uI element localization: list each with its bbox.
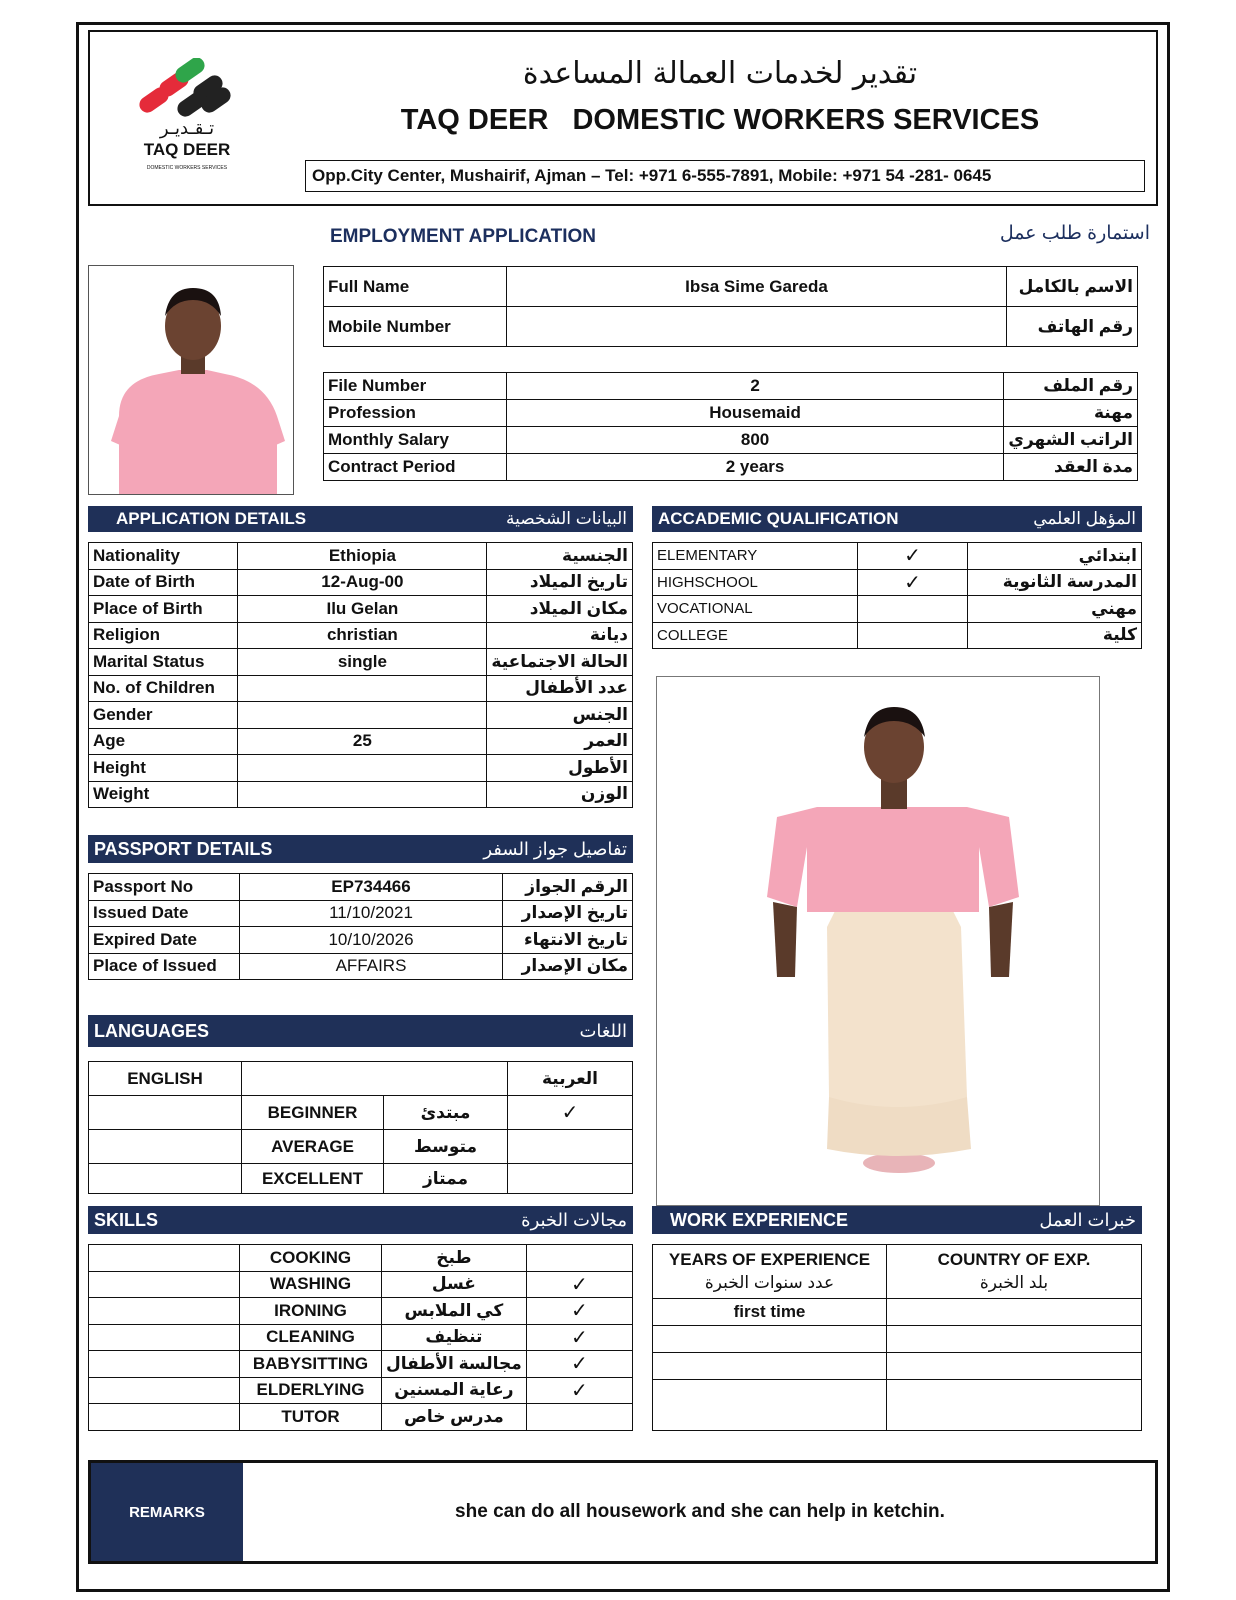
detail-label-arabic: عدد الأطفال <box>487 675 633 702</box>
applicant-photo-full <box>656 676 1100 1206</box>
detail-label-arabic: مكان الميلاد <box>487 596 633 623</box>
passport-value: EP734466 <box>240 874 503 901</box>
experience-years <box>653 1380 887 1431</box>
empty-cell <box>89 1298 240 1325</box>
passport-title-arabic: تفاصيل جواز السفر <box>483 838 627 859</box>
file-number-value: 2 <box>506 373 1004 400</box>
brand-name: TAQ DEER <box>400 104 549 136</box>
table-row <box>89 1271 633 1298</box>
experience-country <box>887 1353 1142 1380</box>
profession-label: Profession <box>324 400 507 427</box>
skill-label: COOKING <box>240 1245 382 1272</box>
passport-label-arabic: الرقم الجواز <box>503 874 633 901</box>
level-average: AVERAGE <box>242 1130 384 1164</box>
table-row <box>89 874 633 901</box>
work-experience-table <box>652 1244 1142 1431</box>
skill-check: ✓ <box>526 1377 632 1404</box>
application-details-title: APPLICATION DETAILS <box>116 509 307 528</box>
detail-label-arabic: الجنس <box>487 702 633 729</box>
contract-period-label: Contract Period <box>324 454 507 481</box>
table-row <box>324 400 1138 427</box>
passport-label-arabic: مكان الإصدار <box>503 953 633 980</box>
skill-check: ✓ <box>526 1324 632 1351</box>
years-of-experience-label-arabic: عدد سنوات الخبرة <box>704 1272 835 1292</box>
table-row <box>653 1245 1142 1299</box>
experience-country <box>887 1299 1142 1326</box>
application-details-header <box>88 506 633 532</box>
passport-label-arabic: تاريخ الإصدار <box>503 900 633 927</box>
detail-value: christian <box>238 622 487 649</box>
company-title <box>395 104 1045 137</box>
table-row <box>653 1326 1142 1353</box>
table-row <box>89 649 633 676</box>
table-row <box>89 927 633 954</box>
arabic-beginner-check: ✓ <box>508 1096 633 1130</box>
full-name-label: Full Name <box>324 267 507 307</box>
passport-label: Issued Date <box>89 900 240 927</box>
table-row <box>324 373 1138 400</box>
qualification-label-arabic: كلية <box>968 622 1142 649</box>
form-title: EMPLOYMENT APPLICATION <box>330 226 596 247</box>
profession-label-arabic: مهنة <box>1004 400 1138 427</box>
application-details-table <box>88 542 633 808</box>
qualification-label-arabic: ابتدائي <box>968 543 1142 570</box>
remarks-label: REMARKS <box>91 1463 243 1561</box>
salary-label: Monthly Salary <box>324 427 507 454</box>
level-average-arabic: متوسط <box>384 1130 508 1164</box>
arabic-label: العربية <box>508 1062 633 1096</box>
table-row <box>653 543 1142 570</box>
skill-check: ✓ <box>526 1271 632 1298</box>
detail-label-arabic: الجنسية <box>487 543 633 570</box>
detail-value <box>238 755 487 782</box>
academic-title: ACCADEMIC QUALIFICATION <box>658 509 899 528</box>
full-name-label-arabic: الاسم بالكامل <box>1007 267 1138 307</box>
detail-label: Height <box>89 755 238 782</box>
empty-cell <box>89 1404 240 1431</box>
detail-label-arabic: الوزن <box>487 781 633 808</box>
arabic-excellent-check <box>508 1164 633 1194</box>
skill-label: WASHING <box>240 1271 382 1298</box>
table-row <box>89 1324 633 1351</box>
level-excellent: EXCELLENT <box>242 1164 384 1194</box>
detail-label: Date of Birth <box>89 569 238 596</box>
table-row <box>89 1245 633 1272</box>
skill-check <box>526 1245 632 1272</box>
qualification-label: ELEMENTARY <box>653 543 858 570</box>
qualification-label: COLLEGE <box>653 622 858 649</box>
academic-title-arabic: المؤهل العلمي <box>1033 509 1136 528</box>
qualification-label-arabic: المدرسة الثانوية <box>968 569 1142 596</box>
empty-cell <box>384 1062 508 1096</box>
table-row <box>324 427 1138 454</box>
contract-period-label-arabic: مدة العقد <box>1004 454 1138 481</box>
table-row <box>324 454 1138 481</box>
level-beginner: BEGINNER <box>242 1096 384 1130</box>
detail-value: Ethiopia <box>238 543 487 570</box>
file-number-label: File Number <box>324 373 507 400</box>
qualification-check <box>858 622 968 649</box>
table-row <box>89 900 633 927</box>
country-of-experience-label-arabic: بلد الخبرة <box>979 1272 1049 1292</box>
empty-cell <box>242 1062 384 1096</box>
skill-label-arabic: كي الملابس <box>382 1298 527 1325</box>
detail-label: Weight <box>89 781 238 808</box>
passport-label: Place of Issued <box>89 953 240 980</box>
application-details-title-arabic: البيانات الشخصية <box>505 509 627 528</box>
country-of-experience-label: COUNTRY OF EXP. <box>937 1250 1091 1270</box>
qualification-check <box>858 596 968 623</box>
skill-label-arabic: طبخ <box>382 1245 527 1272</box>
years-of-experience-header <box>653 1245 887 1299</box>
detail-label-arabic: الحالة الاجتماعية <box>487 649 633 676</box>
skill-label: IRONING <box>240 1298 382 1325</box>
years-of-experience-label: YEARS OF EXPERIENCE <box>668 1250 871 1270</box>
work-experience-title-arabic: خبرات العمل <box>1039 1209 1136 1230</box>
skills-title-arabic: مجالات الخبرة <box>521 1209 627 1230</box>
applicant-photo-portrait <box>88 265 294 495</box>
empty-cell <box>89 1271 240 1298</box>
empty-cell <box>89 1351 240 1378</box>
table-row <box>89 728 633 755</box>
table-row <box>89 1096 633 1130</box>
arabic-average-check <box>508 1130 633 1164</box>
passport-label: Expired Date <box>89 927 240 954</box>
table-row <box>89 781 633 808</box>
qualification-label-arabic: مهني <box>968 596 1142 623</box>
table-row <box>89 569 633 596</box>
passport-value: 11/10/2021 <box>240 900 503 927</box>
skill-label-arabic: تنظيف <box>382 1324 527 1351</box>
salary-label-arabic: الراتب الشهري <box>1004 427 1138 454</box>
level-beginner-arabic: مبتدئ <box>384 1096 508 1130</box>
qualification-label: VOCATIONAL <box>653 596 858 623</box>
skill-label: ELDERLYING <box>240 1377 382 1404</box>
skill-label: CLEANING <box>240 1324 382 1351</box>
languages-title-arabic: اللغات <box>579 1020 627 1041</box>
salary-value: 800 <box>506 427 1004 454</box>
passport-value: AFFAIRS <box>240 953 503 980</box>
table-row <box>324 307 1138 347</box>
table-row <box>89 543 633 570</box>
passport-table <box>88 873 633 980</box>
table-row <box>89 1351 633 1378</box>
experience-country <box>887 1326 1142 1353</box>
languages-table <box>88 1061 633 1194</box>
mobile-value <box>507 307 1007 347</box>
english-label: ENGLISH <box>89 1062 242 1096</box>
detail-value <box>238 675 487 702</box>
skills-table <box>88 1244 633 1431</box>
table-row <box>89 622 633 649</box>
table-row <box>324 267 1138 307</box>
detail-label: No. of Children <box>89 675 238 702</box>
work-experience-header <box>652 1206 1142 1234</box>
skill-check: ✓ <box>526 1351 632 1378</box>
work-experience-title: WORK EXPERIENCE <box>670 1209 849 1230</box>
detail-label: Marital Status <box>89 649 238 676</box>
skills-header <box>88 1206 633 1234</box>
mobile-label-arabic: رقم الهاتف <box>1007 307 1138 347</box>
skill-check: ✓ <box>526 1298 632 1325</box>
remarks-text: she can do all housework and she can help in ketchin. <box>455 1501 945 1522</box>
country-of-experience-header <box>887 1245 1142 1299</box>
table-row <box>653 569 1142 596</box>
detail-label-arabic: تاريخ الميلاد <box>487 569 633 596</box>
level-excellent-arabic: ممتاز <box>384 1164 508 1194</box>
logo-arabic: تـقـديـر <box>159 118 215 138</box>
table-row <box>89 953 633 980</box>
empty-cell <box>89 1324 240 1351</box>
table-row <box>653 1353 1142 1380</box>
detail-label: Gender <box>89 702 238 729</box>
full-name-value: Ibsa Sime Gareda <box>507 267 1007 307</box>
experience-years <box>653 1326 887 1353</box>
table-row <box>89 1164 633 1194</box>
table-row <box>89 596 633 623</box>
languages-header <box>88 1015 633 1047</box>
company-address: Opp.City Center, Mushairif, Ajman – Tel: +971 6-555-7891, Mobile: +971 54 -281- 0645 <box>305 160 1145 192</box>
profession-value: Housemaid <box>506 400 1004 427</box>
passport-label-arabic: تاريخ الانتهاء <box>503 927 633 954</box>
table-row <box>89 755 633 782</box>
table-row <box>653 622 1142 649</box>
table-row <box>653 1299 1142 1326</box>
experience-years <box>653 1353 887 1380</box>
form-title-arabic: استمارة طلب عمل <box>999 223 1150 244</box>
academic-header <box>652 506 1142 532</box>
detail-label: Place of Birth <box>89 596 238 623</box>
skill-label-arabic: مدرس خاص <box>382 1404 527 1431</box>
experience-country <box>887 1380 1142 1431</box>
detail-value: single <box>238 649 487 676</box>
table-row <box>653 596 1142 623</box>
passport-value: 10/10/2026 <box>240 927 503 954</box>
detail-value <box>238 702 487 729</box>
detail-label: Age <box>89 728 238 755</box>
company-logo <box>128 58 248 184</box>
table-row <box>89 1404 633 1431</box>
skill-label-arabic: مجالسة الأطفال <box>382 1351 527 1378</box>
table-row <box>89 1130 633 1164</box>
company-arabic-title: تقدير لخدمات العمالة المساعدة <box>522 56 918 91</box>
logo-subtext: DOMESTIC WORKERS SERVICES <box>146 165 228 171</box>
table-row <box>89 702 633 729</box>
personal-info-table <box>323 266 1138 347</box>
table-row <box>89 1062 633 1096</box>
empty-cell <box>89 1377 240 1404</box>
languages-title: LANGUAGES <box>94 1020 210 1041</box>
detail-label-arabic: الأطول <box>487 755 633 782</box>
passport-label: Passport No <box>89 874 240 901</box>
skill-label-arabic: غسل <box>382 1271 527 1298</box>
table-row <box>89 675 633 702</box>
file-number-label-arabic: رقم الملف <box>1004 373 1138 400</box>
empty-cell <box>89 1164 242 1194</box>
skills-title: SKILLS <box>94 1209 159 1230</box>
contract-period-value: 2 years <box>506 454 1004 481</box>
academic-table <box>652 542 1142 649</box>
table-row <box>89 1377 633 1404</box>
skill-label-arabic: رعاية المسنين <box>382 1377 527 1404</box>
detail-label: Religion <box>89 622 238 649</box>
detail-label: Nationality <box>89 543 238 570</box>
detail-label-arabic: ديانة <box>487 622 633 649</box>
experience-years: first time <box>653 1299 887 1326</box>
brand-subtitle: DOMESTIC WORKERS SERVICES <box>572 104 1040 136</box>
detail-label-arabic: العمر <box>487 728 633 755</box>
skill-label: TUTOR <box>240 1404 382 1431</box>
qualification-label: HIGHSCHOOL <box>653 569 858 596</box>
detail-value <box>238 781 487 808</box>
qualification-check: ✓ <box>858 543 968 570</box>
mobile-label: Mobile Number <box>324 307 507 347</box>
qualification-check: ✓ <box>858 569 968 596</box>
detail-value: Ilu Gelan <box>238 596 487 623</box>
table-row <box>89 1298 633 1325</box>
empty-cell <box>89 1096 242 1130</box>
skill-label: BABYSITTING <box>240 1351 382 1378</box>
empty-cell <box>89 1245 240 1272</box>
passport-header <box>88 835 633 863</box>
detail-value: 25 <box>238 728 487 755</box>
passport-title: PASSPORT DETAILS <box>94 838 273 859</box>
logo-text: TAQ DEER <box>143 140 231 159</box>
contract-table <box>323 372 1138 481</box>
empty-cell <box>89 1130 242 1164</box>
skill-check <box>526 1404 632 1431</box>
table-row <box>653 1380 1142 1431</box>
detail-value: 12-Aug-00 <box>238 569 487 596</box>
